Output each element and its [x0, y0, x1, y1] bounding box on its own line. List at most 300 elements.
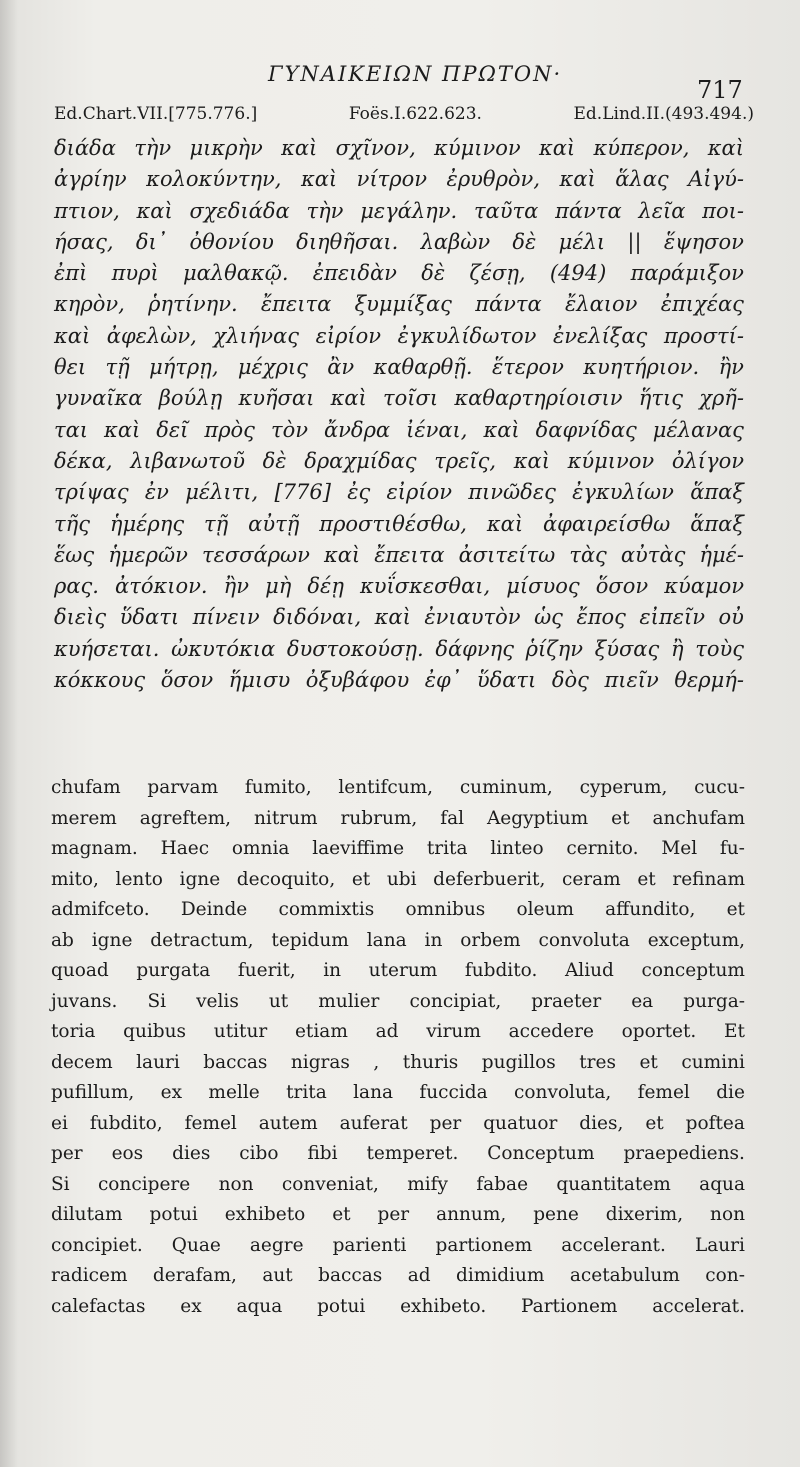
word: cumini: [681, 1051, 745, 1073]
word: cyperum,: [579, 777, 668, 798]
word: mito,: [51, 868, 99, 890]
word: oleum: [516, 899, 574, 920]
word: Si: [51, 1173, 70, 1195]
word: πτιον,: [54, 198, 120, 223]
word: ἢν: [718, 355, 744, 380]
word: decoquito,: [236, 868, 336, 890]
word: ei: [51, 1112, 68, 1134]
word: lauri: [136, 1051, 180, 1073]
word: οὐ: [718, 605, 744, 630]
word: πυρὶ: [111, 261, 159, 286]
word: ad: [407, 1265, 431, 1286]
word: conceptum: [641, 960, 745, 981]
word: ἡμέ-: [699, 542, 744, 567]
word: lana: [353, 1082, 394, 1103]
word: et: [637, 868, 656, 890]
word: καὶ: [136, 198, 173, 223]
word: omnibus: [405, 899, 486, 920]
greek-text-line: [54, 634, 744, 665]
word: τὴν: [134, 136, 172, 160]
word: πίνειν: [192, 605, 260, 630]
word: διεὶς: [54, 605, 107, 630]
word: ἥμισυ: [228, 668, 291, 693]
word: μεγάλην.: [360, 198, 458, 223]
word: χλιήνας: [213, 323, 299, 348]
word: mify: [407, 1173, 448, 1195]
word: πάντα: [555, 198, 622, 223]
word: calefactas: [51, 1295, 146, 1317]
word: accelerant.: [561, 1234, 666, 1256]
word: Conceptum: [487, 1143, 595, 1164]
word: μέχρις: [237, 355, 308, 380]
greek-text-block: [54, 133, 744, 696]
word: ῥίζην: [525, 636, 583, 661]
word: mulier: [318, 990, 380, 1012]
word: ἐπὶ: [54, 261, 88, 286]
word: Quae: [171, 1234, 221, 1256]
word: accedere: [508, 1021, 594, 1042]
word: κυήσεται.: [54, 636, 160, 661]
word: ῥητίνην.: [148, 292, 238, 317]
word: κυητήριον.: [583, 355, 700, 380]
word: σχῖνον,: [335, 136, 416, 160]
greek-text-line: [54, 383, 744, 414]
word: ἂν: [327, 355, 355, 380]
edition-linden-ref: Ed.Lind.II.(493.494.): [573, 104, 754, 124]
word: acetabulum: [569, 1265, 680, 1286]
edition-foes-ref: Foës.I.622.623.: [348, 104, 482, 124]
word: Aliud: [564, 960, 614, 981]
word: δέκα,: [54, 448, 113, 473]
word: potui: [317, 1295, 366, 1317]
word: ἀσιτείτω: [458, 542, 556, 567]
word: dies,: [579, 1112, 624, 1134]
word: Haec: [160, 838, 210, 859]
word: ἐγκυλίδωτον: [397, 323, 537, 348]
running-title: ΓΥΝΑΙΚΕΙΩΝ ΠΡΩΤΟΝ·: [268, 62, 563, 86]
word: δὲ: [262, 448, 287, 473]
latin-text-line: [51, 926, 745, 957]
word: δυστοκούσῃ.: [286, 636, 424, 661]
word: τεσσάρων: [201, 542, 310, 567]
word: κυῆσαι: [238, 386, 315, 411]
word: ἢν: [223, 574, 250, 599]
word: ρας.: [54, 574, 99, 599]
word: ὀξυβάφου: [305, 668, 410, 693]
word: Mel: [661, 838, 698, 859]
word: dixerim,: [605, 1204, 684, 1225]
latin-text-line: [51, 1261, 745, 1292]
word: lento: [115, 868, 163, 890]
word: δάφνης: [435, 636, 514, 661]
word: non: [218, 1173, 254, 1195]
word: διδόναι,: [273, 605, 362, 630]
word: cuminum,: [459, 777, 553, 798]
word: τρεῖς,: [434, 448, 497, 473]
word: accelerat.: [652, 1295, 745, 1317]
word: καὶ: [483, 417, 520, 442]
word: aqua: [236, 1295, 283, 1317]
word: concipere: [97, 1173, 191, 1195]
greek-text-line: [54, 602, 744, 633]
word: merem: [51, 807, 117, 829]
word: tres: [579, 1051, 616, 1073]
word: auferat: [339, 1112, 408, 1134]
word: ξυμμίξας: [354, 292, 452, 317]
word: convoluta: [538, 929, 630, 951]
word: Aegyptium: [486, 807, 589, 829]
word: eos: [111, 1143, 144, 1164]
latin-text-line: [51, 895, 745, 926]
word: affundito,: [605, 899, 696, 920]
word: κύμινον: [434, 136, 521, 160]
word: baccas: [203, 1051, 268, 1073]
word: μίσυος: [506, 574, 580, 599]
word: potui: [149, 1204, 198, 1225]
word: ήσας,: [54, 229, 114, 254]
word: chufam: [51, 777, 121, 798]
word: ut: [268, 990, 289, 1012]
word: partionem: [435, 1234, 533, 1256]
word: τὰς: [569, 542, 607, 567]
greek-text-line: [54, 446, 744, 477]
word: κολοκύντην,: [146, 167, 282, 192]
word: trita: [286, 1082, 327, 1103]
word: pene: [533, 1204, 579, 1225]
word: εἰπεῖν: [639, 605, 705, 630]
word: καὶ: [486, 511, 524, 536]
word: autem: [258, 1112, 318, 1134]
word: fubdito,: [89, 1112, 163, 1134]
word: ἔλαιον: [565, 292, 638, 317]
word: ea: [631, 990, 654, 1012]
word: ex: [160, 1082, 183, 1103]
word: ται: [54, 417, 89, 442]
word: δέῃ: [307, 574, 344, 599]
word: καὶ: [559, 167, 596, 192]
word: ab: [51, 929, 74, 951]
word: concipiet.: [51, 1234, 143, 1256]
word: ἥτις: [638, 386, 683, 411]
word: Partionem: [521, 1295, 618, 1317]
word: praeter: [531, 990, 602, 1012]
word: κύμινον: [567, 448, 655, 473]
word: dimidium: [456, 1265, 545, 1286]
word: et: [639, 1051, 658, 1073]
word: Αἰγύ-: [688, 167, 744, 192]
word: μὴ: [265, 574, 292, 599]
word: καὶ: [538, 136, 576, 160]
word: ἐγκυλίων: [572, 480, 674, 505]
word: προστιθέσθω,: [319, 511, 467, 536]
latin-text-line: [51, 1109, 745, 1140]
greek-text-line: [54, 133, 744, 164]
word: fuccida: [419, 1082, 488, 1103]
word: nigras: [290, 1051, 350, 1073]
word: καὶ: [330, 386, 367, 411]
word: per: [377, 1204, 410, 1225]
word: agreftem,: [139, 807, 232, 829]
word: εἰρίον: [315, 323, 382, 348]
word: χρῆ-: [699, 386, 744, 411]
word: διάδα: [54, 136, 116, 160]
latin-text-line: [51, 1170, 745, 1201]
word: δὲ: [421, 261, 446, 286]
word: μικρὴν: [189, 136, 263, 160]
word: τὴν: [306, 198, 344, 223]
word: ὅσον: [160, 668, 214, 693]
word: γυναῖκα: [54, 386, 143, 411]
word: baccas: [318, 1265, 383, 1286]
word: μαλθακῷ.: [182, 261, 289, 286]
word: magnam.: [51, 838, 138, 859]
word: aut: [262, 1265, 293, 1286]
word: ἐρυθρὸν,: [446, 167, 541, 192]
word: δὸς: [551, 668, 589, 693]
word: dilutam: [51, 1204, 123, 1225]
word: annum,: [436, 1204, 507, 1225]
word: tepidum: [271, 929, 349, 951]
word: pugillos: [481, 1051, 556, 1073]
word: ἅπαξ: [690, 480, 744, 505]
word: πάντα: [475, 292, 542, 317]
word: ex: [180, 1295, 202, 1317]
word: εἰρίον: [386, 480, 452, 505]
word: τὸν: [270, 417, 308, 442]
word: et: [351, 868, 371, 890]
word: parvam: [147, 777, 219, 798]
word: ἀφελὼν,: [106, 323, 197, 348]
word: κύπερον,: [593, 136, 690, 160]
word: καὶ: [323, 542, 361, 567]
word: trita: [426, 838, 468, 859]
word: et: [332, 1204, 351, 1225]
word: καὶ: [300, 167, 338, 192]
word: καθαρτηρίοισιν: [454, 386, 623, 411]
word: in: [424, 929, 443, 951]
word: uterum: [368, 960, 438, 981]
greek-text-line: [54, 415, 744, 446]
word: fubdito.: [464, 960, 538, 981]
word: pufillum,: [51, 1082, 135, 1103]
latin-text-line: [51, 987, 745, 1018]
word: πινῶδες: [468, 480, 556, 505]
word: quibus: [123, 1021, 187, 1042]
word: ad: [375, 1021, 399, 1042]
word: fal: [440, 807, 465, 829]
word: τοῖσι: [383, 386, 439, 411]
word: καὶ: [104, 417, 141, 442]
word: βούλῃ: [158, 386, 223, 411]
word: μέλιτι,: [185, 480, 259, 505]
word: λιβανωτοῦ: [130, 448, 245, 473]
latin-translation-block: [51, 773, 745, 1322]
word: κηρὸν,: [54, 292, 125, 317]
word: conveniat,: [281, 1173, 379, 1195]
word: per: [51, 1143, 83, 1164]
word: ἀγρίην: [54, 167, 127, 192]
word: καὶ: [281, 136, 318, 160]
greek-text-line: [54, 352, 744, 383]
word: in: [323, 960, 342, 981]
word: Et: [724, 1021, 745, 1042]
word: ταῦτα: [473, 198, 539, 223]
word: λαβὼν: [420, 229, 491, 254]
greek-text-line: [54, 571, 744, 602]
edition-reference-line: [54, 104, 754, 124]
word: Deinde: [180, 899, 248, 920]
word: δραχμίδας: [304, 448, 417, 473]
greek-text-line: [54, 540, 744, 571]
running-head: [0, 56, 800, 104]
word: ὀθονίου: [189, 229, 274, 254]
word: fibi: [307, 1143, 338, 1164]
word: lentifcum,: [338, 777, 434, 798]
word: purgata: [136, 960, 211, 981]
word: ὅσον: [595, 574, 649, 599]
word: toria: [51, 1021, 96, 1042]
word: praepediens.: [623, 1143, 745, 1164]
word: oportet.: [621, 1021, 697, 1042]
word: ἐς: [347, 480, 371, 505]
word: ,: [373, 1051, 380, 1073]
word: παράμιξον: [630, 261, 744, 286]
greek-text-line: [54, 227, 744, 258]
latin-text-line: [51, 804, 745, 835]
greek-text-line: [54, 509, 744, 540]
word: con-: [705, 1265, 745, 1286]
word: κυΐσκεσθαι,: [359, 574, 491, 599]
word: igne: [91, 929, 133, 951]
latin-text-line: [51, 1078, 745, 1109]
latin-text-line: [51, 834, 745, 865]
word: quatuor: [483, 1112, 558, 1134]
word: femel: [184, 1112, 237, 1134]
word: linteo: [490, 838, 544, 859]
word: parienti: [332, 1234, 407, 1256]
word: melle: [208, 1082, 260, 1103]
word: deferbuerit,: [433, 868, 546, 890]
word: [776]: [274, 480, 331, 505]
word: διηθῆσαι.: [296, 229, 399, 254]
word: convoluta,: [514, 1082, 612, 1103]
word: velis: [196, 990, 239, 1012]
word: commixtis: [278, 899, 375, 920]
latin-text-line: [51, 1139, 745, 1170]
word: ἐνιαυτὸν: [424, 605, 521, 630]
word: ξύσας: [594, 636, 660, 661]
word: lana: [366, 929, 407, 951]
word: ἀφαιρείσθω: [543, 511, 671, 536]
word: anchufam: [652, 807, 745, 829]
word: ἔπειτα: [374, 542, 445, 567]
word: exhibeto.: [400, 1295, 487, 1317]
greek-text-line: [54, 196, 744, 227]
word: exhibeto: [224, 1204, 306, 1225]
word: non: [710, 1204, 745, 1225]
greek-text-line: [54, 258, 744, 289]
word: cibo: [239, 1143, 279, 1164]
word: quantitatem: [556, 1173, 671, 1195]
word: ubi: [386, 868, 417, 890]
word: quoad: [51, 960, 109, 981]
word: ἡμέρης: [109, 511, 185, 536]
word: ἕτερον: [491, 355, 564, 380]
word: ἔπειτα: [260, 292, 332, 317]
word: admifceto.: [51, 899, 150, 920]
word: ζέσῃ,: [469, 261, 526, 286]
word: ποι-: [702, 198, 744, 223]
word: σχεδιάδα: [189, 198, 290, 223]
greek-text-line: [54, 477, 744, 508]
word: fabae: [476, 1173, 529, 1195]
word: fuerit,: [237, 960, 296, 981]
edition-chartier-ref: Ed.Chart.VII.[775.776.]: [54, 104, 258, 124]
word: ἀτόκιον.: [115, 574, 208, 599]
word: ἰέναι,: [406, 417, 468, 442]
word: et: [645, 1112, 664, 1134]
word: ἐνελίξας: [552, 323, 648, 348]
word: τῆς: [54, 511, 90, 536]
word: (494): [549, 261, 607, 286]
word: detractum,: [150, 929, 254, 951]
page-number: 717: [697, 76, 743, 104]
word: ἐν: [144, 480, 169, 505]
latin-text-line: [51, 1200, 745, 1231]
greek-text-line: [54, 321, 744, 352]
word: cucu-: [694, 777, 745, 798]
word: αὐτὰς: [620, 542, 686, 567]
word: πιεῖν: [604, 668, 659, 693]
greek-text-line: [54, 164, 744, 195]
word: δεῖ: [156, 417, 189, 442]
greek-text-line: [54, 665, 744, 696]
word: cernito.: [566, 838, 639, 859]
word: καὶ: [54, 323, 91, 348]
word: κύαμον: [664, 574, 744, 599]
word: dies: [172, 1143, 211, 1164]
word: juvans.: [51, 990, 118, 1012]
word: τῇ: [105, 355, 130, 380]
word: ἢ: [670, 636, 684, 661]
word: Si: [147, 990, 167, 1012]
word: τοὺς: [695, 636, 744, 661]
word: ὕδατι: [476, 668, 537, 693]
word: die: [716, 1082, 745, 1103]
word: ἐφ᾽: [424, 668, 462, 693]
word: aegre: [249, 1234, 304, 1256]
word: δαφνίδας: [535, 417, 637, 442]
word: temperet.: [366, 1143, 459, 1164]
word: προστί-: [663, 323, 744, 348]
word: decem: [51, 1051, 113, 1073]
word: poftea: [685, 1112, 745, 1134]
word: τῇ: [204, 511, 229, 536]
word: καὶ: [707, 136, 744, 160]
word: et: [726, 899, 745, 920]
word: θει: [54, 355, 87, 380]
latin-text-line: [51, 1292, 745, 1323]
word: ἕψησον: [663, 229, 744, 254]
word: καθαρθῇ.: [373, 355, 473, 380]
word: ὠκυτόκια: [171, 636, 276, 661]
word: Lauri: [694, 1234, 745, 1256]
word: exceptum,: [647, 929, 745, 951]
word: καὶ: [513, 448, 550, 473]
word: νίτρον: [356, 167, 428, 192]
word: ἅλας: [615, 167, 669, 192]
word: καὶ: [374, 605, 411, 630]
